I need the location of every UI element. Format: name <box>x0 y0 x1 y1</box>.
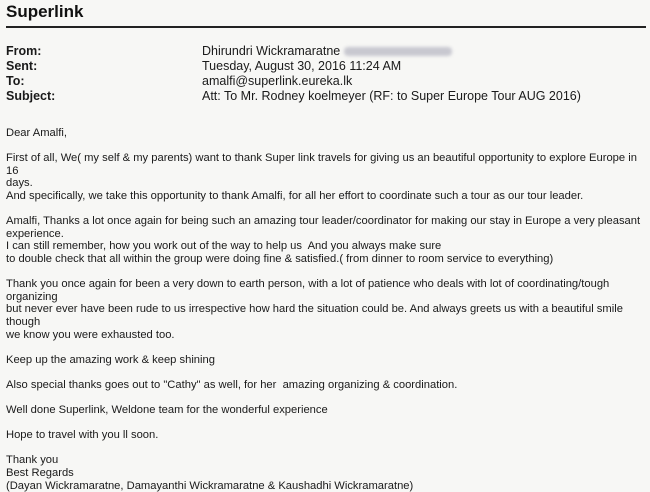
from-name: Dhirundri Wickramaratne <box>202 44 341 58</box>
closing-regards: Best Regards <box>6 467 74 480</box>
header-divider <box>6 26 646 28</box>
paragraph-2-line-2: experience. <box>6 227 64 240</box>
to-value: amalfi@superlink.eureka.lk <box>202 74 353 88</box>
paragraph-3-line-2: but never ever have been rude to us irrespective how hard the situation could be. And always greets us with a beautiful smile though <box>6 303 627 328</box>
closing-thank-you: Thank you <box>6 454 59 467</box>
sent-row <box>6 59 646 74</box>
sent-value: Tuesday, August 30, 2016 11:24 AM <box>202 59 402 73</box>
paragraph-3-line-3: we know you were exhausted too. <box>6 328 175 341</box>
subject-row <box>6 89 646 104</box>
from-label: From: <box>6 44 42 58</box>
paragraph-3-line-1: Thank you once again for been a very down to earth person, with a lot of patience who deals with lot of coordinating/tough organizing <box>6 278 613 303</box>
to-row <box>6 74 646 89</box>
paragraph-1-line-3: And specifically, we take this opportunity to thank Amalfi, for all her effort to coordinate such a tour as our tour leader. <box>6 189 584 202</box>
redacted-email <box>344 47 452 56</box>
paragraph-1-line-1: First of all, We( my self & my parents) want to thank Super link travels for giving us an beautiful opportunity to explore Europe in 16 <box>6 152 641 177</box>
paragraph-5: Also special thanks goes out to "Cathy" as well, for her amazing organizing & coordination. <box>6 378 458 391</box>
paragraph-2-line-4: to double check that all within the group were doing fine & satisfied.( from dinner to room service to everything) <box>6 252 554 265</box>
paragraph-2-line-3: I can still remember, how you work out of the way to help us And you always make sure <box>6 240 442 253</box>
sent-label: Sent: <box>6 59 38 73</box>
subject-value: Att: To Mr. Rodney koelmeyer (RF: to Super Europe Tour AUG 2016) <box>202 89 581 103</box>
paragraph-6: Well done Superlink, Weldone team for the wonderful experience <box>6 404 328 417</box>
paragraph-4: Keep up the amazing work & keep shining <box>6 353 215 366</box>
greeting: Dear Amalfi, <box>6 127 67 139</box>
email-header <box>6 44 646 104</box>
subject-label: Subject: <box>6 89 56 103</box>
email-body <box>6 127 642 492</box>
brand-title: Superlink <box>6 2 84 21</box>
paragraph-1-line-2: days. <box>6 177 33 190</box>
from-row <box>6 44 646 59</box>
paragraph-7: Hope to travel with you ll soon. <box>6 429 159 442</box>
paragraph-2-line-1: Amalfi, Thanks a lot once again for being such an amazing tour leader/coordinator for making our stay in Europe a very pleasant <box>6 215 641 228</box>
signature: (Dayan Wickramaratne, Damayanthi Wickramaratne & Kaushadhi Wickramaratne) <box>6 479 414 492</box>
to-label: To: <box>6 74 25 88</box>
from-value <box>202 44 452 59</box>
